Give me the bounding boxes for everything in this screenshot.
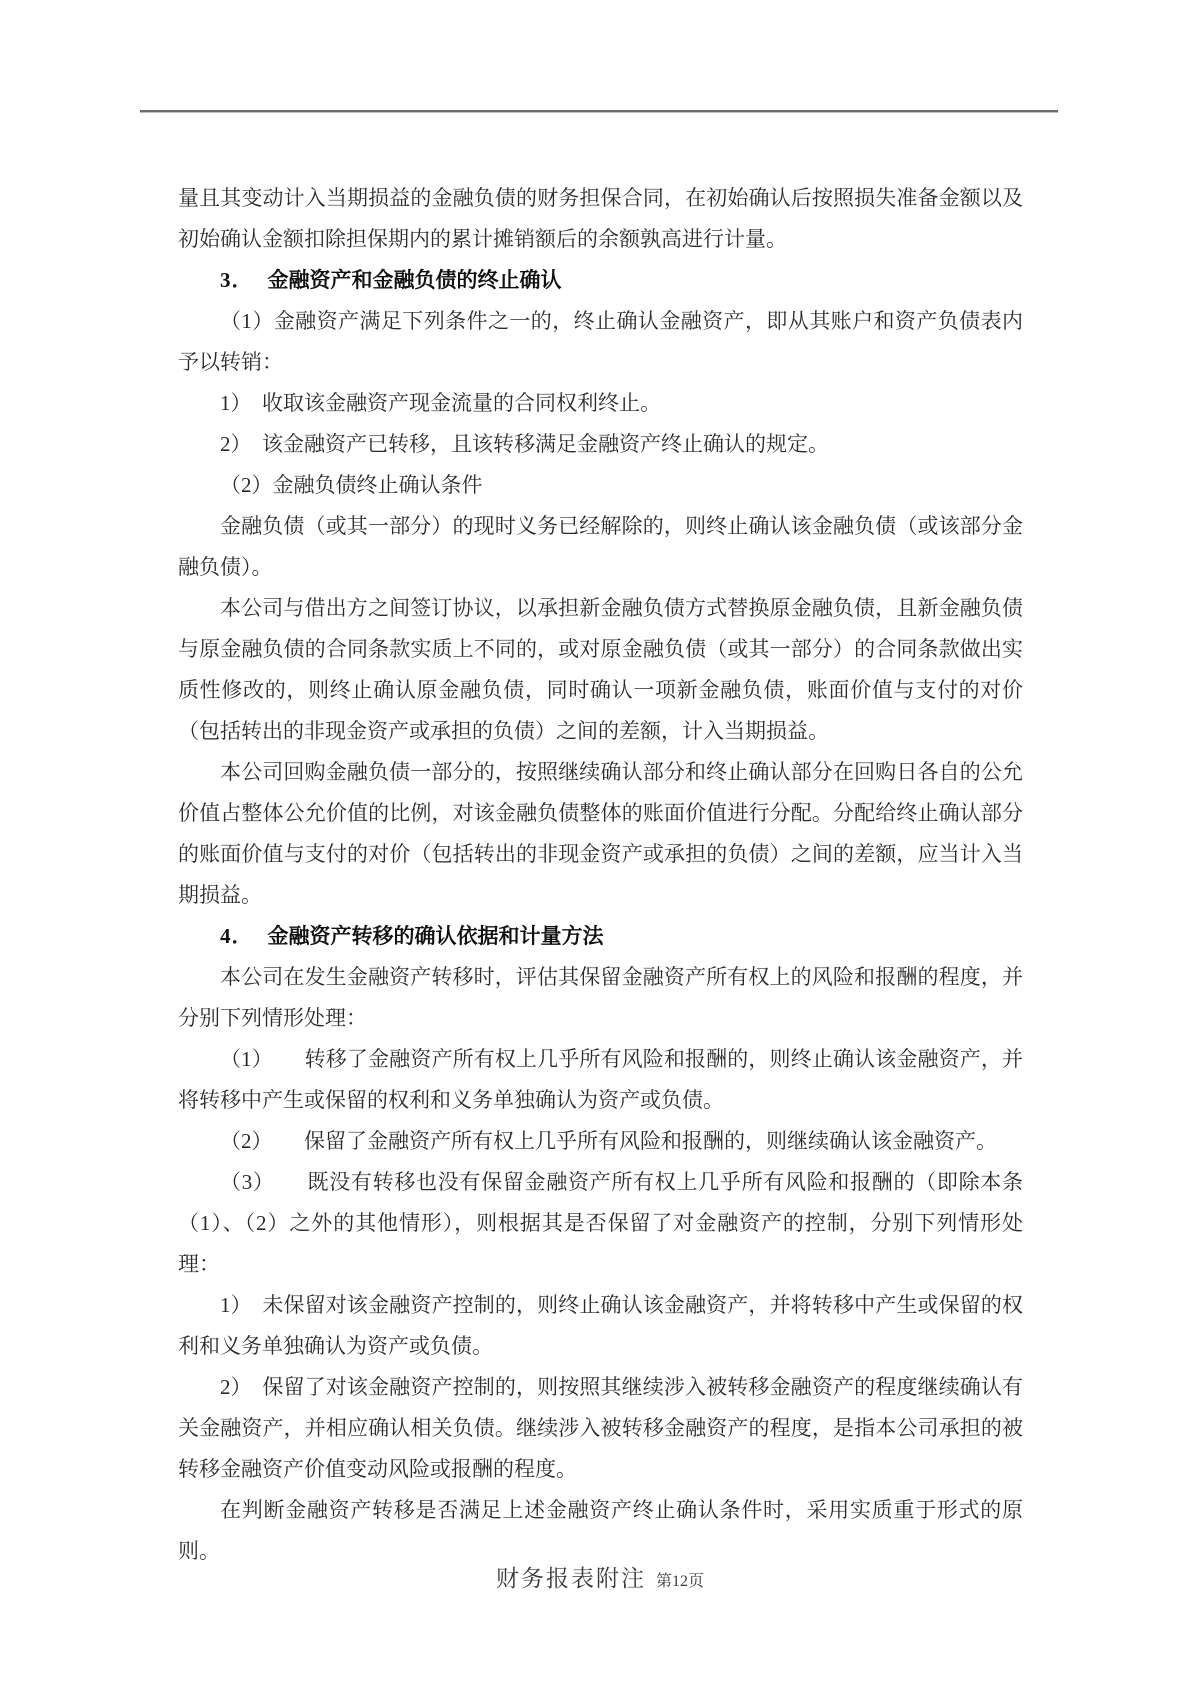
paragraph: 2） 保留了对该金融资产控制的，则按照其继续涉入被转移金融资产的程度继续确认有关金融资产，并相应确认相关负债。继续涉入被转移金融资产的程度，是指本公司承担的被转移金融资产价值变动风险或报酬的程度。: [178, 1375, 1023, 1481]
paragraph: 2） 该金融资产已转移，且该转移满足金融资产终止确认的规定。: [220, 432, 829, 456]
paragraph: 在判断金融资产转移是否满足上述金融资产终止确认条件时，采用实质重于形式的原则。: [178, 1498, 1023, 1563]
section-heading: [178, 260, 1023, 301]
footer-page-number: 第12页: [655, 1573, 704, 1590]
content-area: [178, 178, 1023, 1572]
header-rule: [140, 110, 1058, 113]
footer: [0, 1560, 1200, 1593]
paragraph: 1） 未保留对该金融资产控制的，则终止确认该金融资产，并将转移中产生或保留的权利和义务单独确认为资产或负债。: [178, 1293, 1023, 1358]
section-heading: [178, 916, 1023, 957]
paragraph: 金融负债（或其一部分）的现时义务已经解除的，则终止确认该金融负债（或该部分金融负债）。: [178, 514, 1023, 579]
paragraph: （1）金融资产满足下列条件之一的，终止确认金融资产，即从其账户和资产负债表内予以转销：: [178, 309, 1023, 374]
heading-number: 4．: [220, 924, 254, 948]
paragraph: （2）金融负债终止确认条件: [220, 473, 483, 497]
footer-title: 财务报表附注: [495, 1566, 646, 1591]
paragraph: （2） 保留了金融资产所有权上几乎所有风险和报酬的，则继续确认该金融资产。: [220, 1129, 997, 1153]
paragraph: 1） 收取该金融资产现金流量的合同权利终止。: [220, 391, 661, 415]
heading-number: 3．: [220, 268, 254, 292]
paragraph: （1） 转移了金融资产所有权上几乎所有风险和报酬的，则终止确认该金融资产，并将转移中产生或保留的权利和义务单独确认为资产或负债。: [178, 1047, 1023, 1112]
paragraph: 本公司回购金融负债一部分的，按照继续确认部分和终止确认部分在回购日各自的公允价值占整体公允价值的比例，对该金融负债整体的账面价值进行分配。分配给终止确认部分的账面价值与支付的对价（包括转出的非现金资产或承担的负债）之间的差额，应当计入当期损益。: [178, 760, 1023, 907]
paragraph: 本公司在发生金融资产转移时，评估其保留金融资产所有权上的风险和报酬的程度，并分别下列情形处理：: [178, 965, 1023, 1030]
heading-title: 金融资产转移的确认依据和计量方法: [267, 924, 604, 948]
paragraph: 本公司与借出方之间签订协议，以承担新金融负债方式替换原金融负债，且新金融负债与原金融负债的合同条款实质上不同的，或对原金融负债（或其一部分）的合同条款做出实质性修改的，则终止确认原金融负债，同时确认一项新金融负债，账面价值与支付的对价（包括转出的非现金资产或承担的负债）之间的差额，计入当期损益。: [178, 596, 1023, 743]
paragraph: （3） 既没有转移也没有保留金融资产所有权上几乎所有风险和报酬的（即除本条（1）、（2）之外的其他情形），则根据其是否保留了对金融资产的控制，分别下列情形处理：: [178, 1170, 1023, 1276]
paragraph: 量且其变动计入当期损益的金融负债的财务担保合同，在初始确认后按照损失准备金额以及初始确认金额扣除担保期内的累计摊销额后的余额孰高进行计量。: [178, 186, 1023, 251]
heading-title: 金融资产和金融负债的终止确认: [267, 268, 562, 292]
